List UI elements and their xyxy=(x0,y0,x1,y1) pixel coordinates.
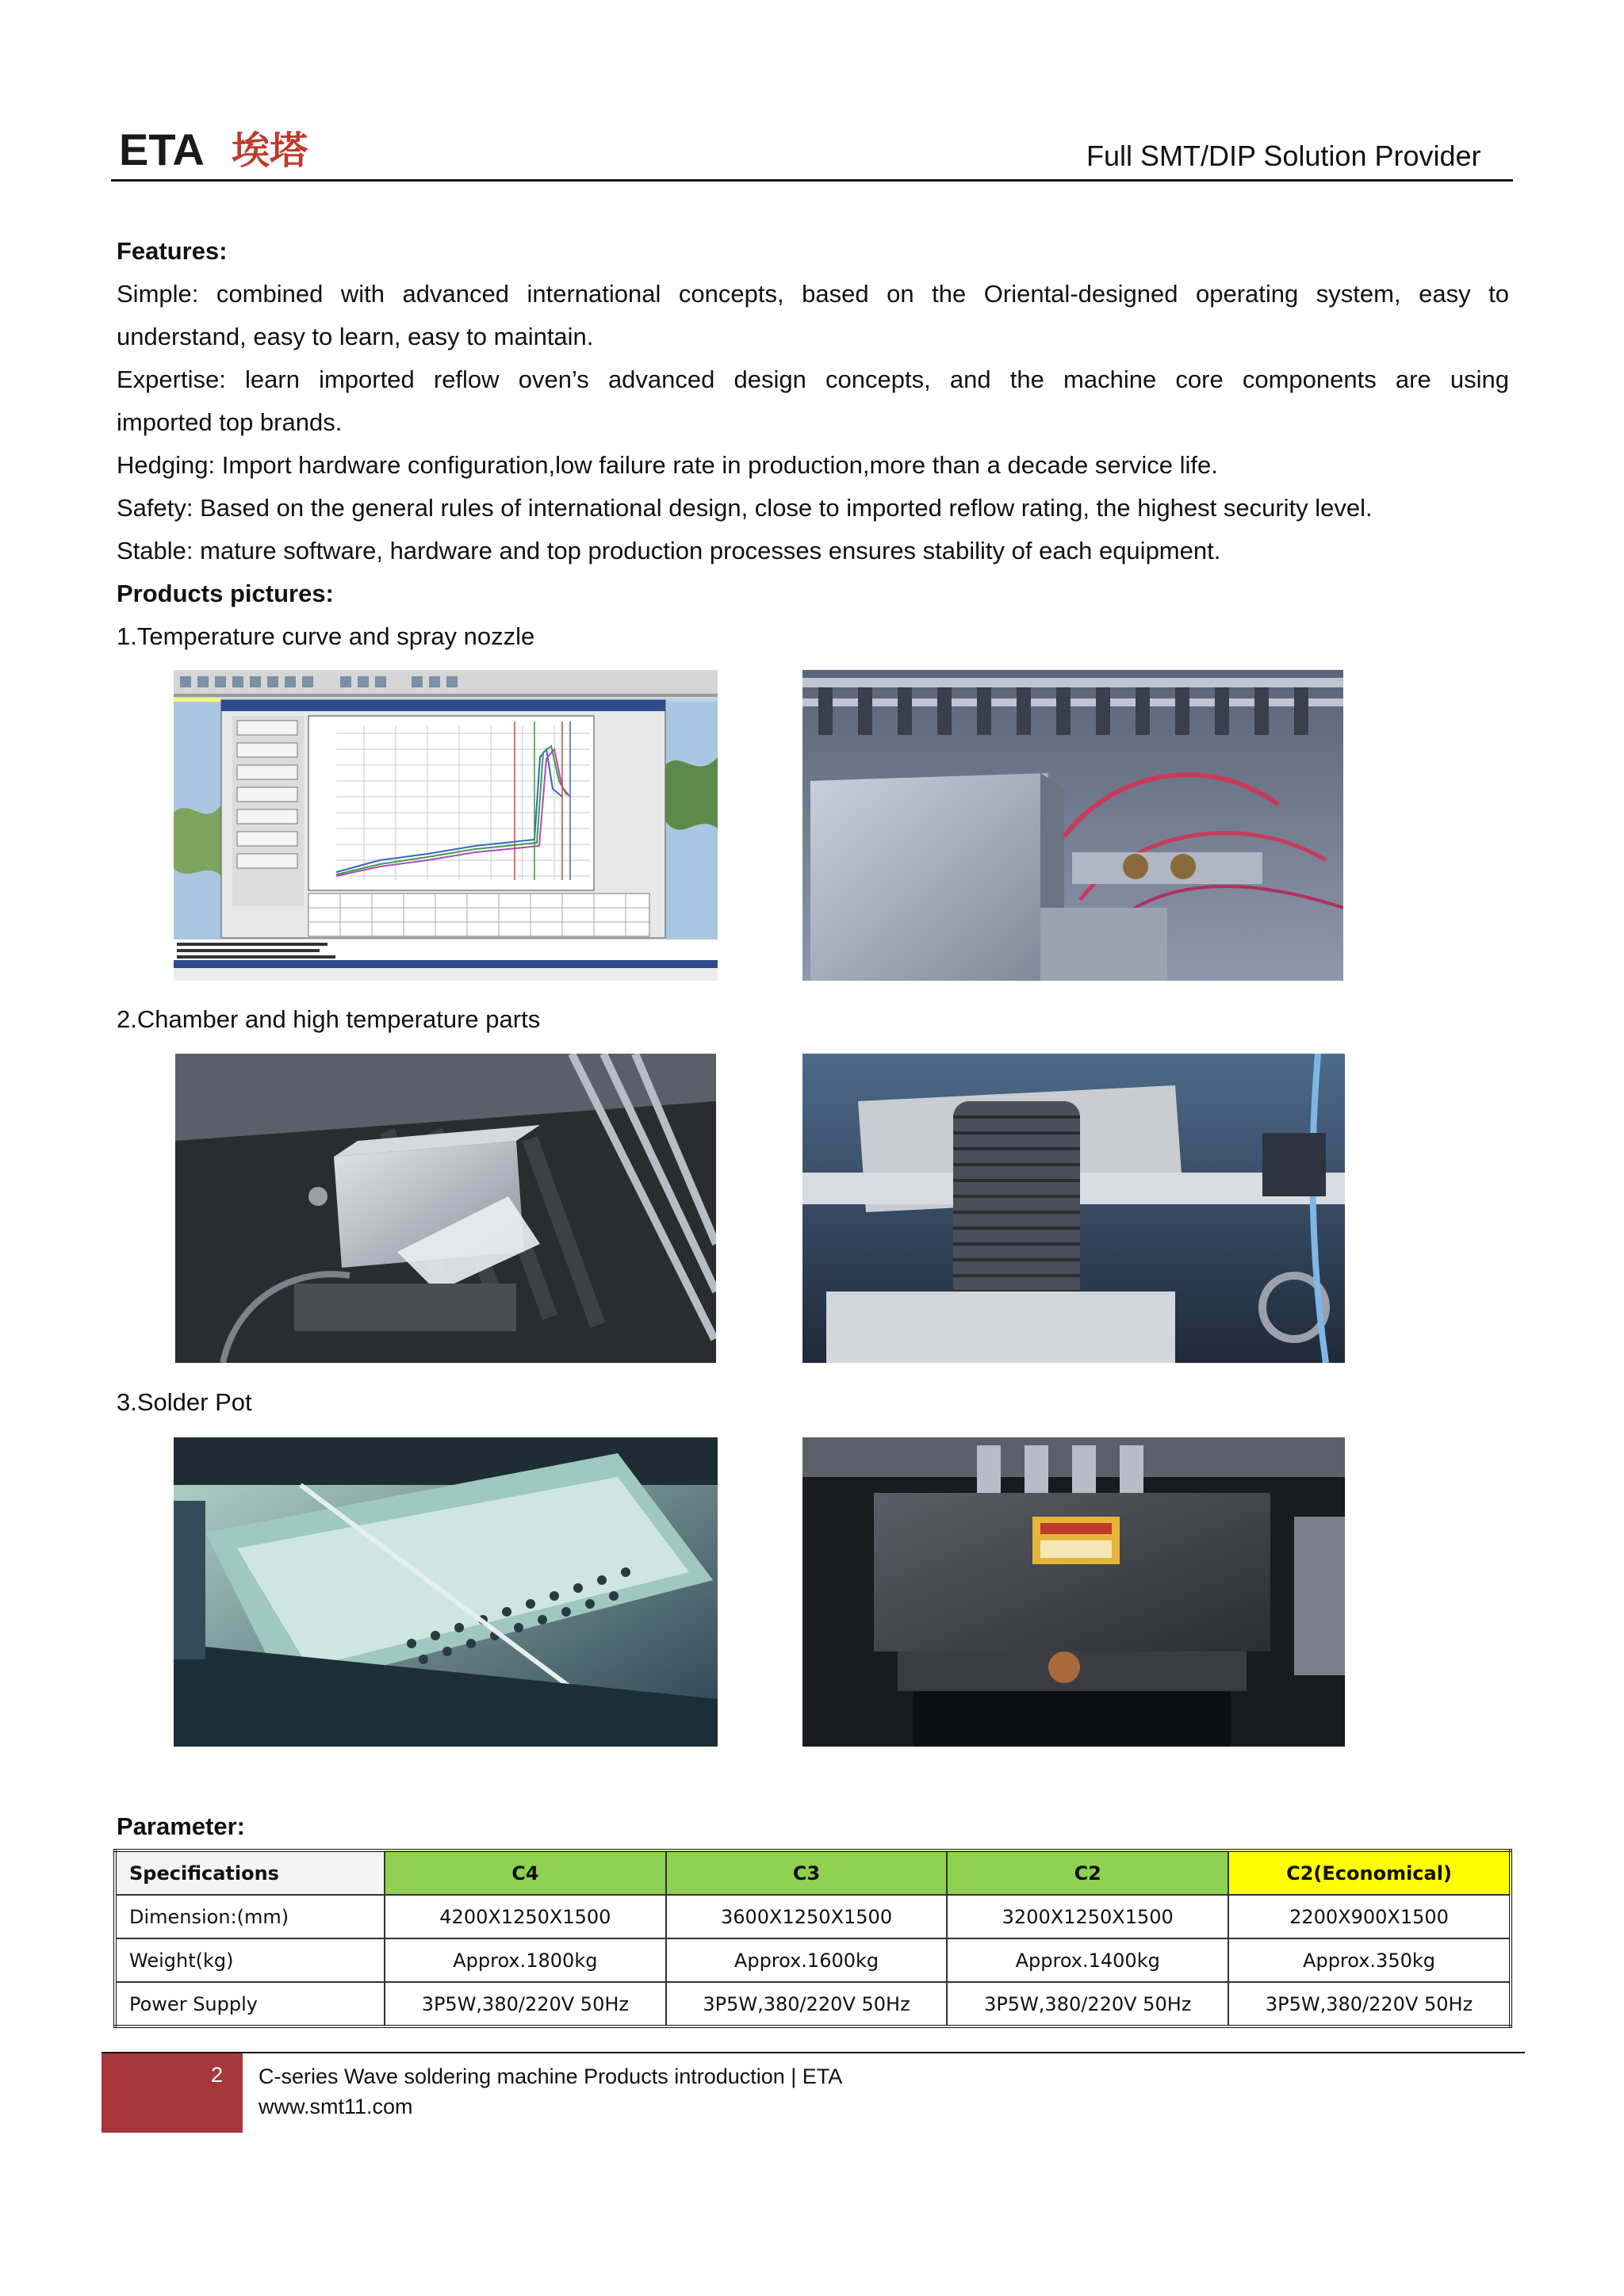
table-header-cell: C3 xyxy=(666,1850,948,1895)
table-cell: Approx.350kg xyxy=(1228,1938,1511,1982)
features-heading: Features: xyxy=(117,237,228,265)
feature-simple-line1: Simple: combined with advanced international concepts, based on the Oriental-designed operating system, easy to xyxy=(117,280,1509,308)
footer-title: C-series Wave soldering machine Products introduction | ETA xyxy=(259,2064,843,2088)
section-chamber-parts: 2.Chamber and high temperature parts xyxy=(117,1005,541,1033)
table-row xyxy=(115,1982,1511,2026)
table-cell: Power Supply xyxy=(115,1982,385,2026)
table-cell: 2200X900X1500 xyxy=(1228,1895,1511,1938)
table-header-row xyxy=(115,1850,1511,1895)
spray-nozzle-photo xyxy=(802,670,1343,981)
chamber-photo xyxy=(175,1054,716,1363)
logo-latin-text: ETA xyxy=(119,125,205,173)
feature-safety: Safety: Based on the general rules of international design, close to imported reflow rating, the highest security level. xyxy=(117,494,1373,522)
footer-divider xyxy=(102,2052,1525,2053)
table-header-cell: C2 xyxy=(947,1850,1228,1895)
temperature-curve-photo xyxy=(174,670,718,981)
table-cell: Approx.1600kg xyxy=(666,1938,948,1982)
footer-url-link[interactable]: www.smt11.com xyxy=(259,2095,413,2118)
solder-pot-photo xyxy=(174,1437,718,1747)
table-cell: Approx.1800kg xyxy=(385,1938,666,1982)
high-temperature-parts-photo xyxy=(802,1054,1345,1363)
table-row xyxy=(115,1895,1511,1938)
header-divider xyxy=(111,179,1513,182)
table-cell: 3P5W,380/220V 50Hz xyxy=(666,1982,948,2026)
logo-cjk-text: 埃塔 xyxy=(232,128,308,173)
table-cell: 3P5W,380/220V 50Hz xyxy=(385,1982,666,2026)
header-tagline: Full SMT/DIP Solution Provider xyxy=(1086,140,1481,172)
table-cell: 3600X1250X1500 xyxy=(666,1895,948,1938)
table-header-cell: C4 xyxy=(385,1850,666,1895)
table-cell: 3200X1250X1500 xyxy=(947,1895,1228,1938)
feature-expertise-line1: Expertise: learn imported reflow oven’s advanced design concepts, and the machine core components are using xyxy=(117,365,1509,393)
table-cell: Dimension:(mm) xyxy=(115,1895,385,1938)
table-cell: 4200X1250X1500 xyxy=(385,1895,666,1938)
feature-stable: Stable: mature software, hardware and top production processes ensures stability of each equipment. xyxy=(117,537,1221,564)
table-header-cell: Specifications xyxy=(115,1850,385,1895)
parameter-table xyxy=(113,1849,1512,2028)
table-cell: Weight(kg) xyxy=(115,1938,385,1982)
section-solder-pot: 3.Solder Pot xyxy=(117,1388,252,1416)
table-cell: 3P5W,380/220V 50Hz xyxy=(1228,1982,1511,2026)
table-header-cell: C2(Economical) xyxy=(1228,1850,1511,1895)
page-number: 2 xyxy=(210,2063,223,2087)
eta-logo xyxy=(119,125,341,173)
products-heading: Products pictures: xyxy=(117,580,334,607)
table-cell: 3P5W,380/220V 50Hz xyxy=(947,1982,1228,2026)
page-number-box xyxy=(102,2053,243,2133)
feature-simple-line2: understand, easy to learn, easy to maintain. xyxy=(117,323,594,350)
table-row xyxy=(115,1938,1511,1982)
table-cell: Approx.1400kg xyxy=(947,1938,1228,1982)
feature-hedging: Hedging: Import hardware configuration,low failure rate in production,more than a decade service life. xyxy=(117,451,1218,479)
section-temperature-curve: 1.Temperature curve and spray nozzle xyxy=(117,622,535,650)
parameter-heading: Parameter: xyxy=(117,1812,245,1840)
feature-expertise-line2: imported top brands. xyxy=(117,408,343,436)
solder-pot-unit-photo xyxy=(802,1437,1345,1747)
